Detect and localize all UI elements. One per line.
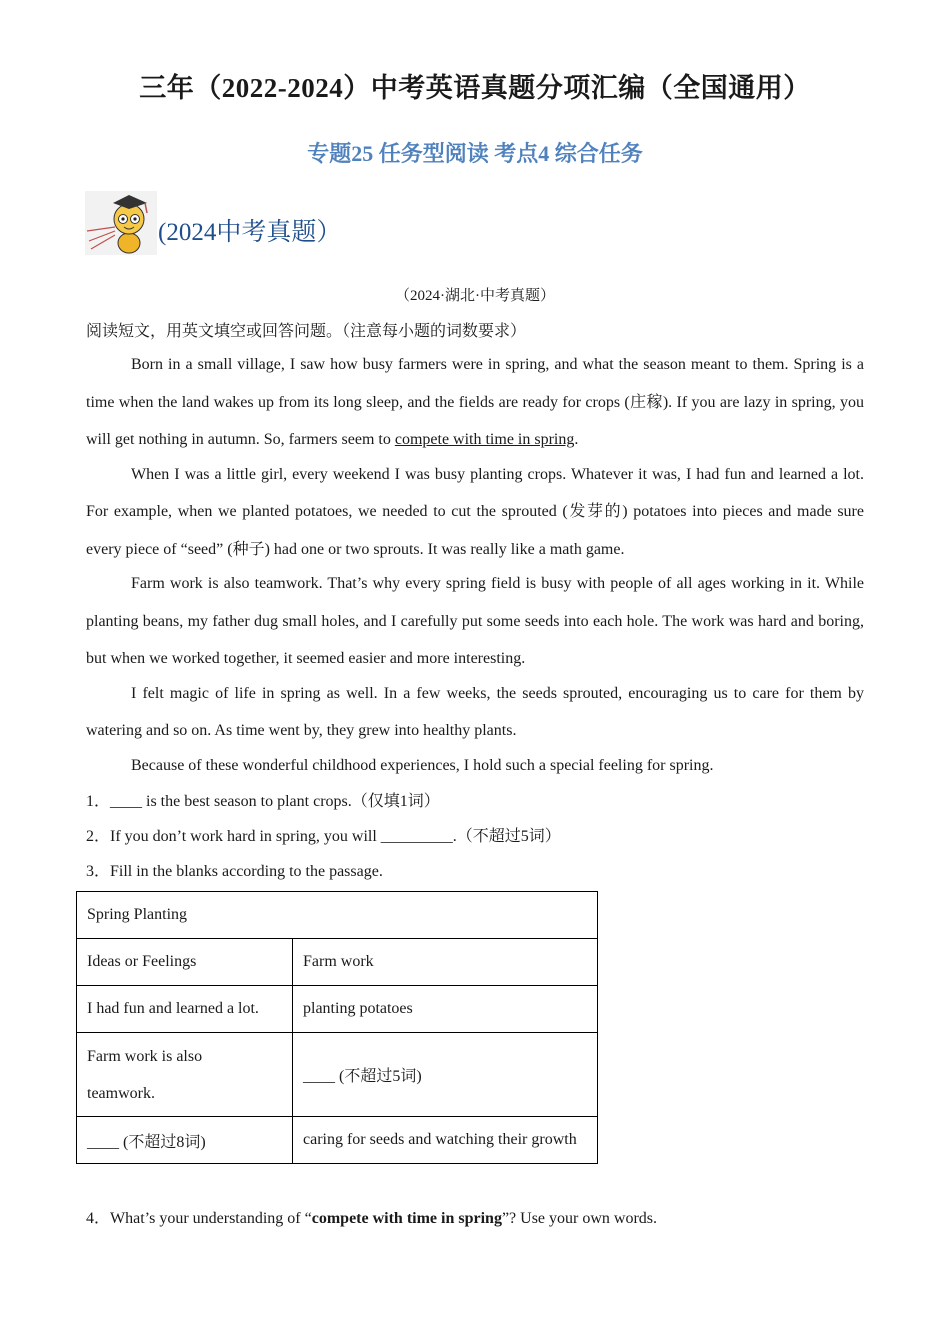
instructions: 阅读短文，用英文填空或回答问题。（注意每小题的词数要求） — [86, 323, 527, 340]
paragraph-text-end: . — [574, 431, 579, 448]
passage-paragraph-5: Because of these wonderful childhood experiences, I hold such a special feeling for spring. — [131, 756, 714, 774]
question-4-text: 4．What’s your understanding of “ — [86, 1210, 312, 1227]
question-4 — [86, 1205, 657, 1228]
table-header-farm-work: Farm work — [293, 939, 598, 986]
question-4-bold-phrase: compete with time in spring — [311, 1210, 502, 1227]
question-3: 3．Fill in the blanks according to the passage. — [86, 863, 383, 880]
document-title: 三年（2022-2024）中考英语真题分项汇编（全国通用） — [139, 73, 811, 103]
passage-paragraph-2: When I was a little girl, every weekend I was busy planting crops. Whatever it was, I had fun and learned a lot. For example, when we planted potatoes, we needed to cut the sprouted (发芽的) potatoes into pieces and made sure every piece of “seed” (种子) had one or two sprouts. It was really like a math game. — [86, 465, 864, 558]
table-title-cell: Spring Planting — [77, 892, 598, 939]
question-4-text-end: ”? Use your own words. — [501, 1210, 658, 1227]
question-1: 1．____ is the best season to plant crops.（仅填1词） — [86, 793, 440, 810]
question-2: 2．If you don’t work hard in spring, you will _________.（不超过5词） — [86, 828, 561, 845]
paragraph-text: Born in a small village, I saw how busy farmers were in spring, and what the season meant to them. Spring is a time when the land wakes up from its long sleep, and the fields are ready for crops (庄稼). If you are lazy in spring, you will get nothing in autumn. So, farmers seem to — [86, 356, 864, 448]
reading-passage — [86, 346, 864, 784]
section-heading: (2024中考真题） — [158, 219, 342, 246]
table-cell: caring for seeds and watching their growth — [293, 1117, 598, 1164]
spring-planting-table — [76, 891, 598, 1164]
source-line: （2024·湖北·中考真题） — [395, 288, 555, 304]
table-blank-cell: ____ (不超过5词) — [293, 1033, 598, 1117]
table-blank-cell: ____ (不超过8词) — [77, 1117, 293, 1164]
table-header-ideas: Ideas or Feelings — [77, 939, 293, 986]
table-cell — [77, 1033, 293, 1117]
teacher-cartoon-icon — [85, 191, 157, 255]
passage-paragraph-3: Farm work is also teamwork. That’s why every spring field is busy with people of all ages working in it. While planting beans, my father dug small holes, and I carefully put some seeds into each hole. The work was hard and boring, but when we worked together, it seemed easier and more interesting. — [86, 575, 864, 667]
table-cell: planting potatoes — [293, 986, 598, 1033]
table-cell-line: teamwork. — [87, 1084, 155, 1102]
document-subtitle: 专题25 任务型阅读 考点4 综合任务 — [307, 141, 643, 166]
passage-paragraph-1 — [86, 346, 864, 459]
passage-paragraph-4: I felt magic of life in spring as well. In a few weeks, the seeds sprouted, encouraging us to care for them by watering and so on. As time went by, they grew into healthy plants. — [86, 684, 864, 739]
underlined-phrase: compete with time in spring — [394, 431, 575, 448]
table-cell: I had fun and learned a lot. — [77, 986, 293, 1033]
table-cell-line: Farm work is also — [87, 1047, 203, 1065]
